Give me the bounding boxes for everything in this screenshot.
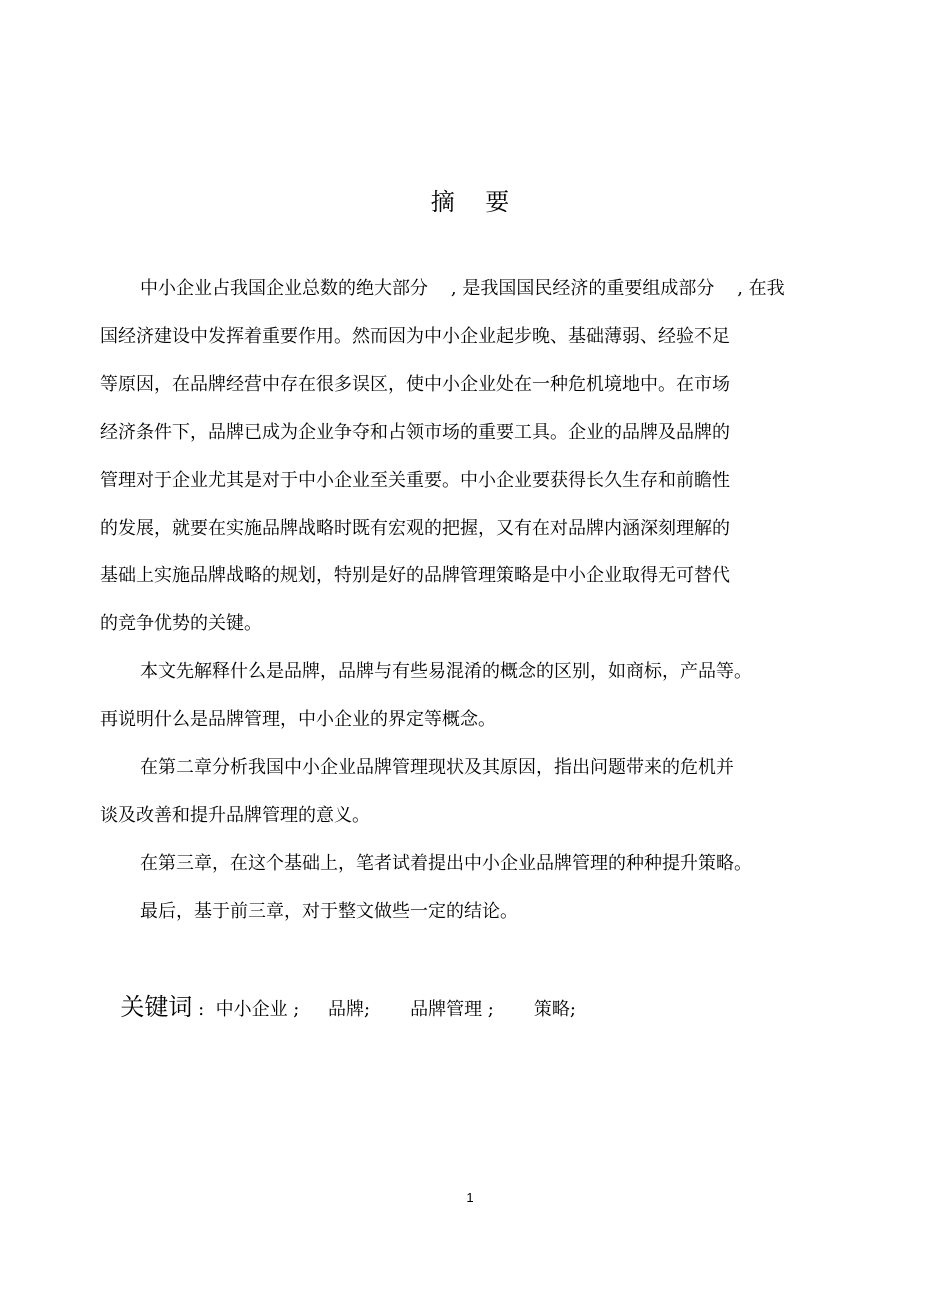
page-number: 1 [466, 1190, 474, 1205]
abstract-title: 摘 要 [430, 188, 510, 216]
text-line: 本文先解释什么是品牌，品牌与有些易混淆的概念的区别，如商标，产品等。 [140, 661, 752, 682]
keywords-items: : 中小企业 ; 品牌; 品牌管理 ; 策略; [192, 999, 576, 1020]
text-line: 管理对于企业尤其是对于中小企业至关重要。中小企业要获得长久生存和前瞻性 [100, 470, 730, 491]
text-line: 再说明什么是品牌管理，中小企业的界定等概念。 [100, 709, 496, 730]
keywords-label: 关键词 [120, 993, 193, 1021]
text-line: 经济条件下，品牌已成为企业争夺和占领市场的重要工具。企业的品牌及品牌的 [100, 422, 730, 443]
text-line: 等原因，在品牌经营中存在很多误区，使中小企业处在一种危机境地中。在市场 [100, 374, 730, 395]
text-line: 在第三章，在这个基础上，笔者试着提出中小企业品牌管理的种种提升策略。 [140, 853, 752, 874]
text-line: 国经济建设中发挥着重要作用。然而因为中小企业起步晚、基础薄弱、经验不足 [100, 326, 730, 347]
text-line: 的发展，就要在实施品牌战略时既有宏观的把握，又有在对品牌内涵深刻理解的 [100, 518, 730, 539]
text-line: 最后，基于前三章，对于整文做些一定的结论。 [140, 901, 518, 922]
keywords-line [100, 968, 576, 1041]
text-line: 谈及改善和提升品牌管理的意义。 [100, 805, 370, 826]
text-line: 基础上实施品牌战略的规划，特别是好的品牌管理策略是中小企业取得无可替代 [100, 565, 730, 586]
text-line: 中小企业占我国企业总数的绝大部分 , 是我国国民经济的重要组成部分 , 在我 [140, 278, 785, 299]
text-line: 在第二章分析我国中小企业品牌管理现状及其原因，指出问题带来的危机并 [140, 757, 734, 778]
text-line: 的竞争优势的关键。 [100, 613, 262, 634]
